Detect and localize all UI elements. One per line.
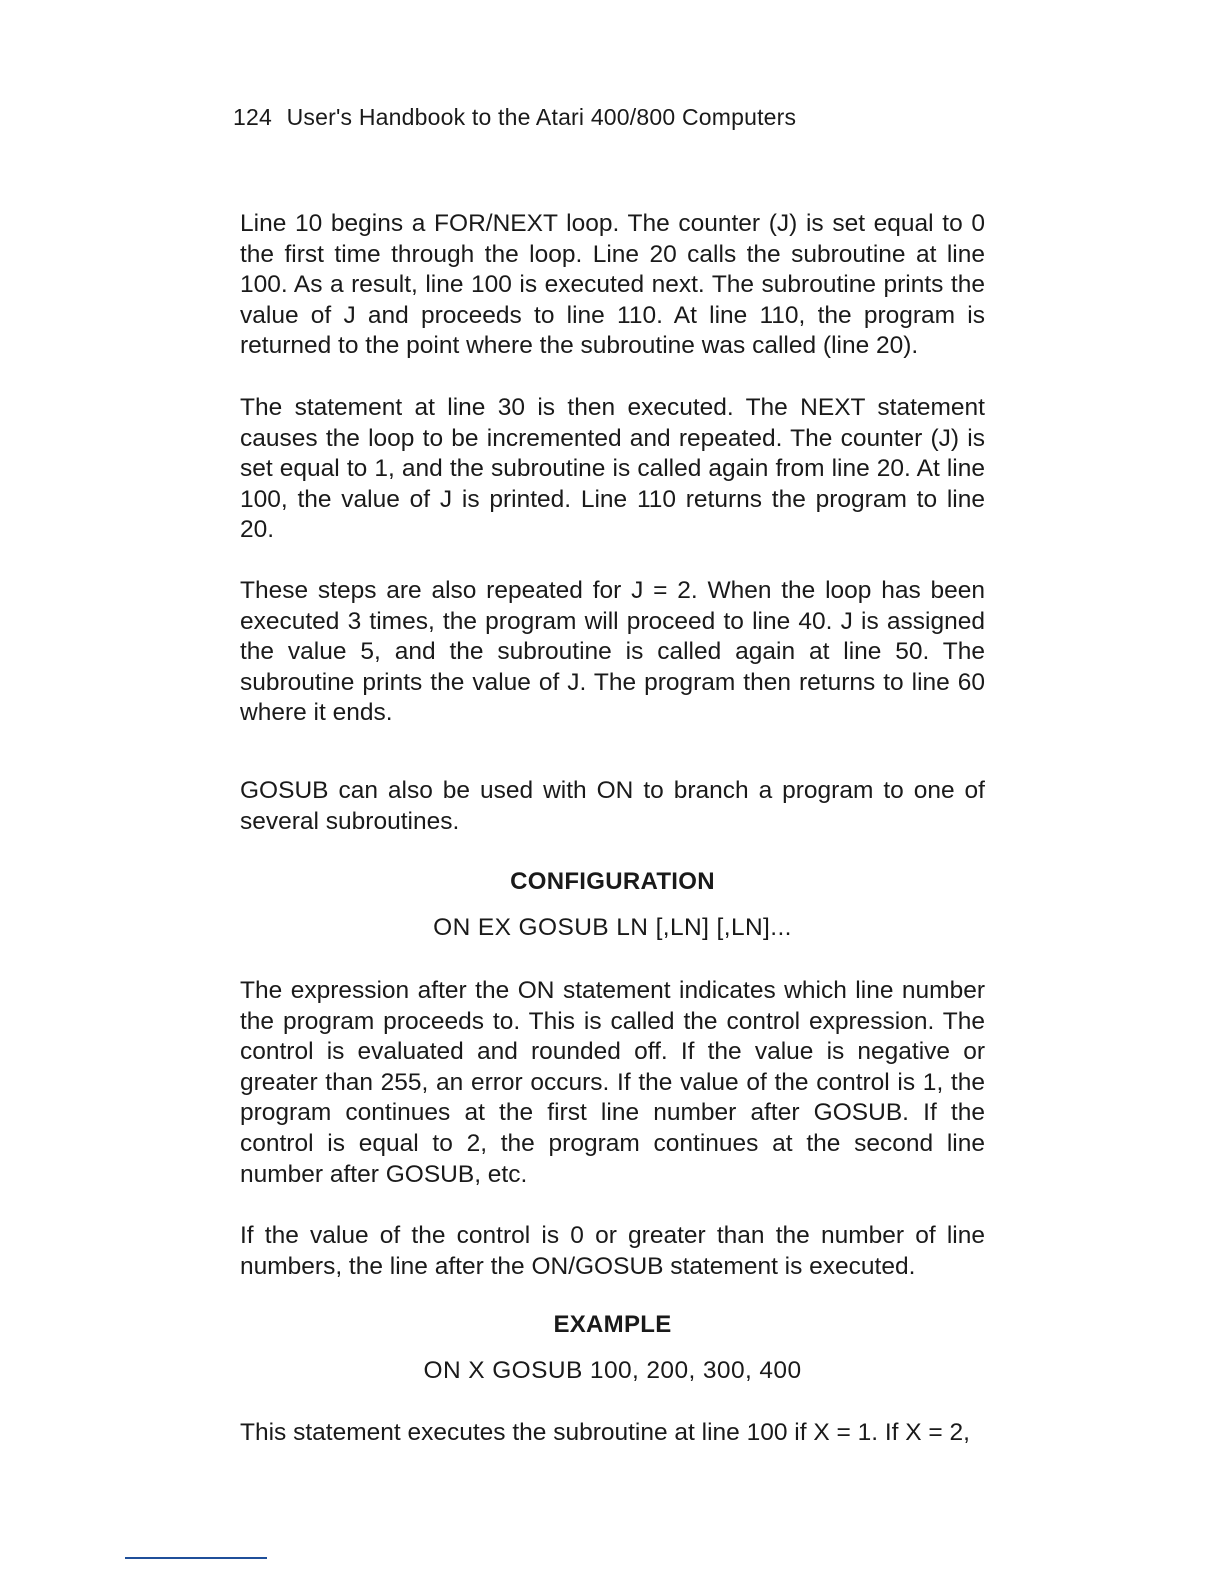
paragraph-for-next-loop: Line 10 begins a FOR/NEXT loop. The counter (J) is set equal to 0 the first time through the loop. Line 20 calls the subroutine at line 100. As a result, line 100 is executed next. The subroutine prints the value of J and proceeds to line 110. At line 110, the program is returned to the point where the subroutine was called (line 20).: [240, 210, 985, 360]
paragraph-example-explanation: This statement executes the subroutine at line 100 if X = 1. If X = 2,: [240, 1419, 970, 1446]
paragraph-gosub-on-intro: GOSUB can also be used with ON to branch a program to one of several subroutines.: [240, 777, 985, 835]
configuration-syntax: ON EX GOSUB LN [,LN] [,LN]...: [433, 914, 792, 941]
paragraph-repeat-steps: These steps are also repeated for J = 2. When the loop has been executed 3 times, the program will proceed to line 40. J is assigned the value 5, and the subroutine is called again at line 50. The subroutine prints the value of J. The program then returns to line 60 where it ends.: [240, 577, 985, 727]
page-number: 124: [233, 104, 272, 130]
paragraph-control-expression: The expression after the ON statement indicates which line number the program proceeds to. This is called the control expression. The control is evaluated and rounded off. If the value is negative or greater than 255, an error occurs. If the value of the control is 1, the program continues at the first line number after GOSUB. If the control is equal to 2, the program continues at the second line number after GOSUB, etc.: [240, 977, 985, 1188]
book-title: User's Handbook to the Atari 400/800 Computers: [286, 104, 797, 130]
footnote-rule: [125, 1557, 267, 1559]
running-header: [233, 104, 796, 131]
example-heading: EXAMPLE: [553, 1311, 672, 1338]
paragraph-next-statement: The statement at line 30 is then executed. The NEXT statement causes the loop to be incremented and repeated. The counter (J) is set equal to 1, and the subroutine is called again from line 20. At line 100, the value of J is printed. Line 110 returns the program to line 20.: [240, 394, 985, 544]
paragraph-zero-control: If the value of the control is 0 or greater than the number of line numbers, the line after the ON/GOSUB statement is executed.: [240, 1222, 985, 1280]
example-code: ON X GOSUB 100, 200, 300, 400: [423, 1357, 802, 1384]
configuration-heading: CONFIGURATION: [510, 868, 715, 895]
